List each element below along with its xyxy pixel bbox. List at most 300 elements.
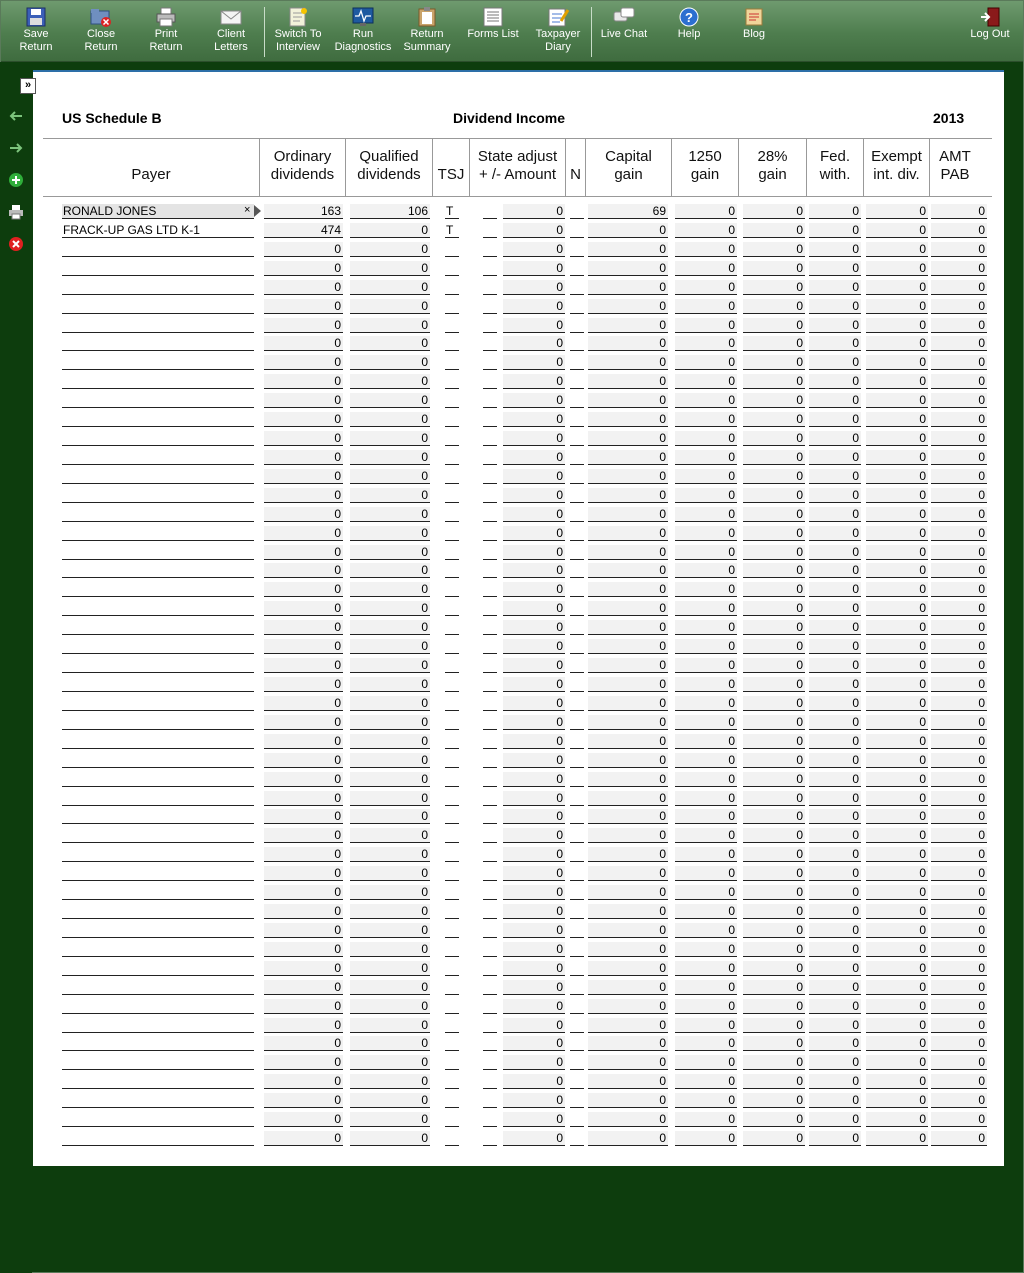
qualified-field[interactable]: 0 <box>350 772 430 787</box>
qualified-field[interactable]: 0 <box>350 582 430 597</box>
g1250-field[interactable]: 0 <box>675 904 737 919</box>
payer-field[interactable] <box>62 469 254 484</box>
payer-field[interactable] <box>62 828 254 843</box>
blank1-field[interactable] <box>483 791 497 806</box>
g1250-field[interactable]: 0 <box>675 828 737 843</box>
ordinary-field[interactable]: 0 <box>264 1131 343 1146</box>
blank1-field[interactable] <box>483 847 497 862</box>
g28-field[interactable]: 0 <box>743 242 805 257</box>
fed-field[interactable]: 0 <box>809 847 861 862</box>
payer-field[interactable] <box>62 393 254 408</box>
amt-field[interactable]: 0 <box>931 1018 987 1033</box>
tsj-field[interactable] <box>445 431 459 446</box>
capital-field[interactable]: 69 <box>588 204 668 219</box>
g1250-field[interactable]: 0 <box>675 885 737 900</box>
capital-field[interactable]: 0 <box>588 450 668 465</box>
capital-field[interactable]: 0 <box>588 677 668 692</box>
g1250-field[interactable]: 0 <box>675 942 737 957</box>
blank1-field[interactable] <box>483 658 497 673</box>
g1250-field[interactable]: 0 <box>675 1093 737 1108</box>
g28-field[interactable]: 0 <box>743 204 805 219</box>
state-field[interactable]: 0 <box>503 904 565 919</box>
g1250-field[interactable]: 0 <box>675 563 737 578</box>
ordinary-field[interactable]: 0 <box>264 318 343 333</box>
expand-panel-icon[interactable]: » <box>20 78 36 94</box>
qualified-field[interactable]: 0 <box>350 601 430 616</box>
ordinary-field[interactable]: 0 <box>264 582 343 597</box>
fed-field[interactable]: 0 <box>809 866 861 881</box>
amt-field[interactable]: 0 <box>931 696 987 711</box>
tsj-field[interactable] <box>445 318 459 333</box>
g28-field[interactable]: 0 <box>743 355 805 370</box>
g28-field[interactable]: 0 <box>743 507 805 522</box>
capital-field[interactable]: 0 <box>588 223 668 238</box>
payer-field[interactable] <box>62 715 254 730</box>
fed-field[interactable]: 0 <box>809 204 861 219</box>
amt-field[interactable]: 0 <box>931 715 987 730</box>
ordinary-field[interactable]: 0 <box>264 1112 343 1127</box>
tsj-field[interactable] <box>445 1055 459 1070</box>
n-field[interactable] <box>570 412 584 427</box>
qualified-field[interactable]: 0 <box>350 639 430 654</box>
capital-field[interactable]: 0 <box>588 620 668 635</box>
n-field[interactable] <box>570 696 584 711</box>
payer-field[interactable] <box>62 734 254 749</box>
g1250-field[interactable]: 0 <box>675 696 737 711</box>
amt-field[interactable]: 0 <box>931 809 987 824</box>
ordinary-field[interactable]: 0 <box>264 620 343 635</box>
blank1-field[interactable] <box>483 1018 497 1033</box>
fed-field[interactable]: 0 <box>809 280 861 295</box>
qualified-field[interactable]: 0 <box>350 507 430 522</box>
fed-field[interactable]: 0 <box>809 1093 861 1108</box>
ordinary-field[interactable]: 0 <box>264 734 343 749</box>
capital-field[interactable]: 0 <box>588 696 668 711</box>
fed-field[interactable]: 0 <box>809 242 861 257</box>
qualified-field[interactable]: 0 <box>350 620 430 635</box>
fed-field[interactable]: 0 <box>809 545 861 560</box>
g28-field[interactable]: 0 <box>743 828 805 843</box>
n-field[interactable] <box>570 734 584 749</box>
g28-field[interactable]: 0 <box>743 563 805 578</box>
blank1-field[interactable] <box>483 526 497 541</box>
g1250-field[interactable]: 0 <box>675 507 737 522</box>
switch-to-interview-button[interactable]: Switch To Interview <box>271 7 325 59</box>
capital-field[interactable]: 0 <box>588 355 668 370</box>
ordinary-field[interactable]: 0 <box>264 563 343 578</box>
state-field[interactable]: 0 <box>503 1112 565 1127</box>
n-field[interactable] <box>570 204 584 219</box>
run-diagnostics-button[interactable]: Run Diagnostics <box>334 7 392 59</box>
amt-field[interactable]: 0 <box>931 393 987 408</box>
exempt-field[interactable]: 0 <box>866 1036 928 1051</box>
amt-field[interactable]: 0 <box>931 545 987 560</box>
g28-field[interactable]: 0 <box>743 696 805 711</box>
qualified-field[interactable]: 0 <box>350 1131 430 1146</box>
exempt-field[interactable]: 0 <box>866 488 928 503</box>
exempt-field[interactable]: 0 <box>866 242 928 257</box>
fed-field[interactable]: 0 <box>809 753 861 768</box>
payer-field[interactable] <box>62 299 254 314</box>
tsj-field[interactable] <box>445 280 459 295</box>
state-field[interactable]: 0 <box>503 355 565 370</box>
exempt-field[interactable]: 0 <box>866 374 928 389</box>
g1250-field[interactable]: 0 <box>675 582 737 597</box>
qualified-field[interactable]: 0 <box>350 677 430 692</box>
qualified-field[interactable]: 0 <box>350 999 430 1014</box>
fed-field[interactable]: 0 <box>809 1074 861 1089</box>
fed-field[interactable]: 0 <box>809 961 861 976</box>
fed-field[interactable]: 0 <box>809 582 861 597</box>
ordinary-field[interactable]: 0 <box>264 980 343 995</box>
state-field[interactable]: 0 <box>503 1036 565 1051</box>
blank1-field[interactable] <box>483 355 497 370</box>
tsj-field[interactable] <box>445 639 459 654</box>
payer-field[interactable] <box>62 999 254 1014</box>
ordinary-field[interactable]: 0 <box>264 809 343 824</box>
g28-field[interactable]: 0 <box>743 1131 805 1146</box>
ordinary-field[interactable]: 0 <box>264 885 343 900</box>
state-field[interactable]: 0 <box>503 469 565 484</box>
qualified-field[interactable]: 0 <box>350 526 430 541</box>
amt-field[interactable]: 0 <box>931 1055 987 1070</box>
blank1-field[interactable] <box>483 299 497 314</box>
exempt-field[interactable]: 0 <box>866 753 928 768</box>
capital-field[interactable]: 0 <box>588 980 668 995</box>
capital-field[interactable]: 0 <box>588 639 668 654</box>
fed-field[interactable]: 0 <box>809 734 861 749</box>
tsj-field[interactable] <box>445 999 459 1014</box>
return-summary-button[interactable]: Return Summary <box>402 7 452 59</box>
payer-field[interactable] <box>62 318 254 333</box>
tsj-field[interactable] <box>445 847 459 862</box>
amt-field[interactable]: 0 <box>931 828 987 843</box>
add-row-icon[interactable] <box>8 172 24 188</box>
fed-field[interactable]: 0 <box>809 563 861 578</box>
tsj-field[interactable] <box>445 469 459 484</box>
blank1-field[interactable] <box>483 374 497 389</box>
tsj-field[interactable] <box>445 601 459 616</box>
blank1-field[interactable] <box>483 280 497 295</box>
g28-field[interactable]: 0 <box>743 942 805 957</box>
g1250-field[interactable]: 0 <box>675 261 737 276</box>
tsj-field[interactable] <box>445 393 459 408</box>
capital-field[interactable]: 0 <box>588 1018 668 1033</box>
g1250-field[interactable]: 0 <box>675 1055 737 1070</box>
g28-field[interactable]: 0 <box>743 639 805 654</box>
amt-field[interactable]: 0 <box>931 1093 987 1108</box>
g28-field[interactable]: 0 <box>743 791 805 806</box>
amt-field[interactable]: 0 <box>931 658 987 673</box>
capital-field[interactable]: 0 <box>588 582 668 597</box>
amt-field[interactable]: 0 <box>931 980 987 995</box>
ordinary-field[interactable]: 0 <box>264 545 343 560</box>
exempt-field[interactable]: 0 <box>866 507 928 522</box>
g1250-field[interactable]: 0 <box>675 280 737 295</box>
blank1-field[interactable] <box>483 431 497 446</box>
exempt-field[interactable]: 0 <box>866 639 928 654</box>
n-field[interactable] <box>570 393 584 408</box>
state-field[interactable]: 0 <box>503 696 565 711</box>
blank1-field[interactable] <box>483 677 497 692</box>
exempt-field[interactable]: 0 <box>866 696 928 711</box>
exempt-field[interactable]: 0 <box>866 545 928 560</box>
delete-form-icon[interactable] <box>8 236 24 252</box>
tsj-field[interactable] <box>445 715 459 730</box>
capital-field[interactable]: 0 <box>588 374 668 389</box>
payer-field[interactable] <box>62 601 254 616</box>
payer-field[interactable] <box>62 658 254 673</box>
tsj-field[interactable] <box>445 828 459 843</box>
state-field[interactable]: 0 <box>503 526 565 541</box>
qualified-field[interactable]: 0 <box>350 734 430 749</box>
capital-field[interactable]: 0 <box>588 828 668 843</box>
qualified-field[interactable]: 0 <box>350 299 430 314</box>
fed-field[interactable]: 0 <box>809 1131 861 1146</box>
payer-field[interactable] <box>62 980 254 995</box>
n-field[interactable] <box>570 1018 584 1033</box>
state-field[interactable]: 0 <box>503 204 565 219</box>
g1250-field[interactable]: 0 <box>675 488 737 503</box>
g28-field[interactable]: 0 <box>743 923 805 938</box>
qualified-field[interactable]: 0 <box>350 374 430 389</box>
payer-field[interactable] <box>62 942 254 957</box>
g1250-field[interactable]: 0 <box>675 658 737 673</box>
fed-field[interactable]: 0 <box>809 1112 861 1127</box>
state-field[interactable]: 0 <box>503 753 565 768</box>
amt-field[interactable]: 0 <box>931 677 987 692</box>
payer-field[interactable]: RONALD JONES <box>62 204 254 219</box>
tsj-field[interactable] <box>445 412 459 427</box>
blank1-field[interactable] <box>483 242 497 257</box>
fed-field[interactable]: 0 <box>809 1018 861 1033</box>
fed-field[interactable]: 0 <box>809 393 861 408</box>
amt-field[interactable]: 0 <box>931 507 987 522</box>
exempt-field[interactable]: 0 <box>866 469 928 484</box>
ordinary-field[interactable]: 0 <box>264 772 343 787</box>
n-field[interactable] <box>570 639 584 654</box>
n-field[interactable] <box>570 563 584 578</box>
g1250-field[interactable]: 0 <box>675 809 737 824</box>
n-field[interactable] <box>570 431 584 446</box>
capital-field[interactable]: 0 <box>588 526 668 541</box>
blank1-field[interactable] <box>483 412 497 427</box>
amt-field[interactable]: 0 <box>931 336 987 351</box>
g1250-field[interactable]: 0 <box>675 677 737 692</box>
exempt-field[interactable]: 0 <box>866 1093 928 1108</box>
amt-field[interactable]: 0 <box>931 1112 987 1127</box>
fed-field[interactable]: 0 <box>809 507 861 522</box>
exempt-field[interactable]: 0 <box>866 715 928 730</box>
state-field[interactable]: 0 <box>503 450 565 465</box>
capital-field[interactable]: 0 <box>588 658 668 673</box>
blank1-field[interactable] <box>483 1093 497 1108</box>
ordinary-field[interactable]: 0 <box>264 961 343 976</box>
ordinary-field[interactable]: 0 <box>264 469 343 484</box>
n-field[interactable] <box>570 658 584 673</box>
state-field[interactable]: 0 <box>503 980 565 995</box>
exempt-field[interactable]: 0 <box>866 526 928 541</box>
exempt-field[interactable]: 0 <box>866 1074 928 1089</box>
amt-field[interactable]: 0 <box>931 563 987 578</box>
state-field[interactable]: 0 <box>503 563 565 578</box>
ordinary-field[interactable]: 474 <box>264 223 343 238</box>
g1250-field[interactable]: 0 <box>675 545 737 560</box>
ordinary-field[interactable]: 0 <box>264 753 343 768</box>
print-return-button[interactable]: Print Return <box>145 7 187 59</box>
blank1-field[interactable] <box>483 999 497 1014</box>
n-field[interactable] <box>570 261 584 276</box>
amt-field[interactable]: 0 <box>931 280 987 295</box>
state-field[interactable]: 0 <box>503 942 565 957</box>
state-field[interactable]: 0 <box>503 809 565 824</box>
tsj-field[interactable]: T <box>445 204 459 219</box>
payer-field[interactable] <box>62 753 254 768</box>
qualified-field[interactable]: 0 <box>350 809 430 824</box>
state-field[interactable]: 0 <box>503 223 565 238</box>
state-field[interactable]: 0 <box>503 393 565 408</box>
fed-field[interactable]: 0 <box>809 1036 861 1051</box>
ordinary-field[interactable]: 0 <box>264 677 343 692</box>
state-field[interactable]: 0 <box>503 772 565 787</box>
tsj-field[interactable] <box>445 677 459 692</box>
payer-field[interactable] <box>62 242 254 257</box>
g1250-field[interactable]: 0 <box>675 204 737 219</box>
capital-field[interactable]: 0 <box>588 772 668 787</box>
capital-field[interactable]: 0 <box>588 753 668 768</box>
fed-field[interactable]: 0 <box>809 828 861 843</box>
payer-field[interactable] <box>62 374 254 389</box>
fed-field[interactable]: 0 <box>809 904 861 919</box>
g1250-field[interactable]: 0 <box>675 601 737 616</box>
capital-field[interactable]: 0 <box>588 280 668 295</box>
ordinary-field[interactable]: 0 <box>264 1018 343 1033</box>
tsj-field[interactable] <box>445 1074 459 1089</box>
state-field[interactable]: 0 <box>503 715 565 730</box>
state-field[interactable]: 0 <box>503 961 565 976</box>
capital-field[interactable]: 0 <box>588 242 668 257</box>
g28-field[interactable]: 0 <box>743 450 805 465</box>
ordinary-field[interactable]: 0 <box>264 526 343 541</box>
qualified-field[interactable]: 0 <box>350 450 430 465</box>
g1250-field[interactable]: 0 <box>675 412 737 427</box>
fed-field[interactable]: 0 <box>809 526 861 541</box>
g28-field[interactable]: 0 <box>743 847 805 862</box>
blank1-field[interactable] <box>483 639 497 654</box>
amt-field[interactable]: 0 <box>931 582 987 597</box>
amt-field[interactable]: 0 <box>931 1036 987 1051</box>
payer-field[interactable] <box>62 772 254 787</box>
g1250-field[interactable]: 0 <box>675 772 737 787</box>
n-field[interactable] <box>570 1131 584 1146</box>
client-letters-button[interactable]: Client Letters <box>210 7 252 59</box>
state-field[interactable]: 0 <box>503 658 565 673</box>
fed-field[interactable]: 0 <box>809 601 861 616</box>
fed-field[interactable]: 0 <box>809 885 861 900</box>
tsj-field[interactable] <box>445 791 459 806</box>
g28-field[interactable]: 0 <box>743 1093 805 1108</box>
blank1-field[interactable] <box>483 923 497 938</box>
fed-field[interactable]: 0 <box>809 715 861 730</box>
n-field[interactable] <box>570 999 584 1014</box>
g28-field[interactable]: 0 <box>743 469 805 484</box>
state-field[interactable]: 0 <box>503 847 565 862</box>
state-field[interactable]: 0 <box>503 507 565 522</box>
n-field[interactable] <box>570 753 584 768</box>
g28-field[interactable]: 0 <box>743 734 805 749</box>
g28-field[interactable]: 0 <box>743 318 805 333</box>
ordinary-field[interactable]: 0 <box>264 450 343 465</box>
n-field[interactable] <box>570 885 584 900</box>
n-field[interactable] <box>570 677 584 692</box>
state-field[interactable]: 0 <box>503 488 565 503</box>
ordinary-field[interactable]: 0 <box>264 507 343 522</box>
exempt-field[interactable]: 0 <box>866 563 928 578</box>
blank1-field[interactable] <box>483 261 497 276</box>
payer-field[interactable] <box>62 280 254 295</box>
blank1-field[interactable] <box>483 772 497 787</box>
blank1-field[interactable] <box>483 885 497 900</box>
qualified-field[interactable]: 0 <box>350 923 430 938</box>
ordinary-field[interactable]: 0 <box>264 393 343 408</box>
qualified-field[interactable]: 0 <box>350 904 430 919</box>
exempt-field[interactable]: 0 <box>866 299 928 314</box>
blank1-field[interactable] <box>483 507 497 522</box>
g1250-field[interactable]: 0 <box>675 526 737 541</box>
capital-field[interactable]: 0 <box>588 563 668 578</box>
qualified-field[interactable]: 0 <box>350 1036 430 1051</box>
qualified-field[interactable]: 0 <box>350 261 430 276</box>
state-field[interactable]: 0 <box>503 923 565 938</box>
exempt-field[interactable]: 0 <box>866 393 928 408</box>
capital-field[interactable]: 0 <box>588 488 668 503</box>
capital-field[interactable]: 0 <box>588 1036 668 1051</box>
blank1-field[interactable] <box>483 1074 497 1089</box>
blank1-field[interactable] <box>483 620 497 635</box>
tsj-field[interactable] <box>445 885 459 900</box>
payer-field[interactable] <box>62 677 254 692</box>
ordinary-field[interactable]: 0 <box>264 601 343 616</box>
qualified-field[interactable]: 0 <box>350 412 430 427</box>
exempt-field[interactable]: 0 <box>866 1131 928 1146</box>
close-return-button[interactable]: Close Return <box>80 7 122 59</box>
payer-field[interactable] <box>62 431 254 446</box>
g28-field[interactable]: 0 <box>743 1112 805 1127</box>
blank1-field[interactable] <box>483 223 497 238</box>
n-field[interactable] <box>570 507 584 522</box>
help-button[interactable]: ? Help <box>670 7 708 59</box>
payer-field[interactable]: FRACK-UP GAS LTD K-1 <box>62 223 254 238</box>
blank1-field[interactable] <box>483 1036 497 1051</box>
exempt-field[interactable]: 0 <box>866 923 928 938</box>
qualified-field[interactable]: 0 <box>350 828 430 843</box>
tsj-field[interactable] <box>445 809 459 824</box>
capital-field[interactable]: 0 <box>588 261 668 276</box>
payer-field[interactable] <box>62 261 254 276</box>
n-field[interactable] <box>570 791 584 806</box>
amt-field[interactable]: 0 <box>931 488 987 503</box>
fed-field[interactable]: 0 <box>809 1055 861 1070</box>
ordinary-field[interactable]: 0 <box>264 261 343 276</box>
capital-field[interactable]: 0 <box>588 1093 668 1108</box>
blog-button[interactable]: Blog <box>735 7 773 59</box>
blank1-field[interactable] <box>483 828 497 843</box>
g28-field[interactable]: 0 <box>743 1036 805 1051</box>
payer-field[interactable] <box>62 639 254 654</box>
exempt-field[interactable]: 0 <box>866 885 928 900</box>
state-field[interactable]: 0 <box>503 1055 565 1070</box>
fed-field[interactable]: 0 <box>809 677 861 692</box>
